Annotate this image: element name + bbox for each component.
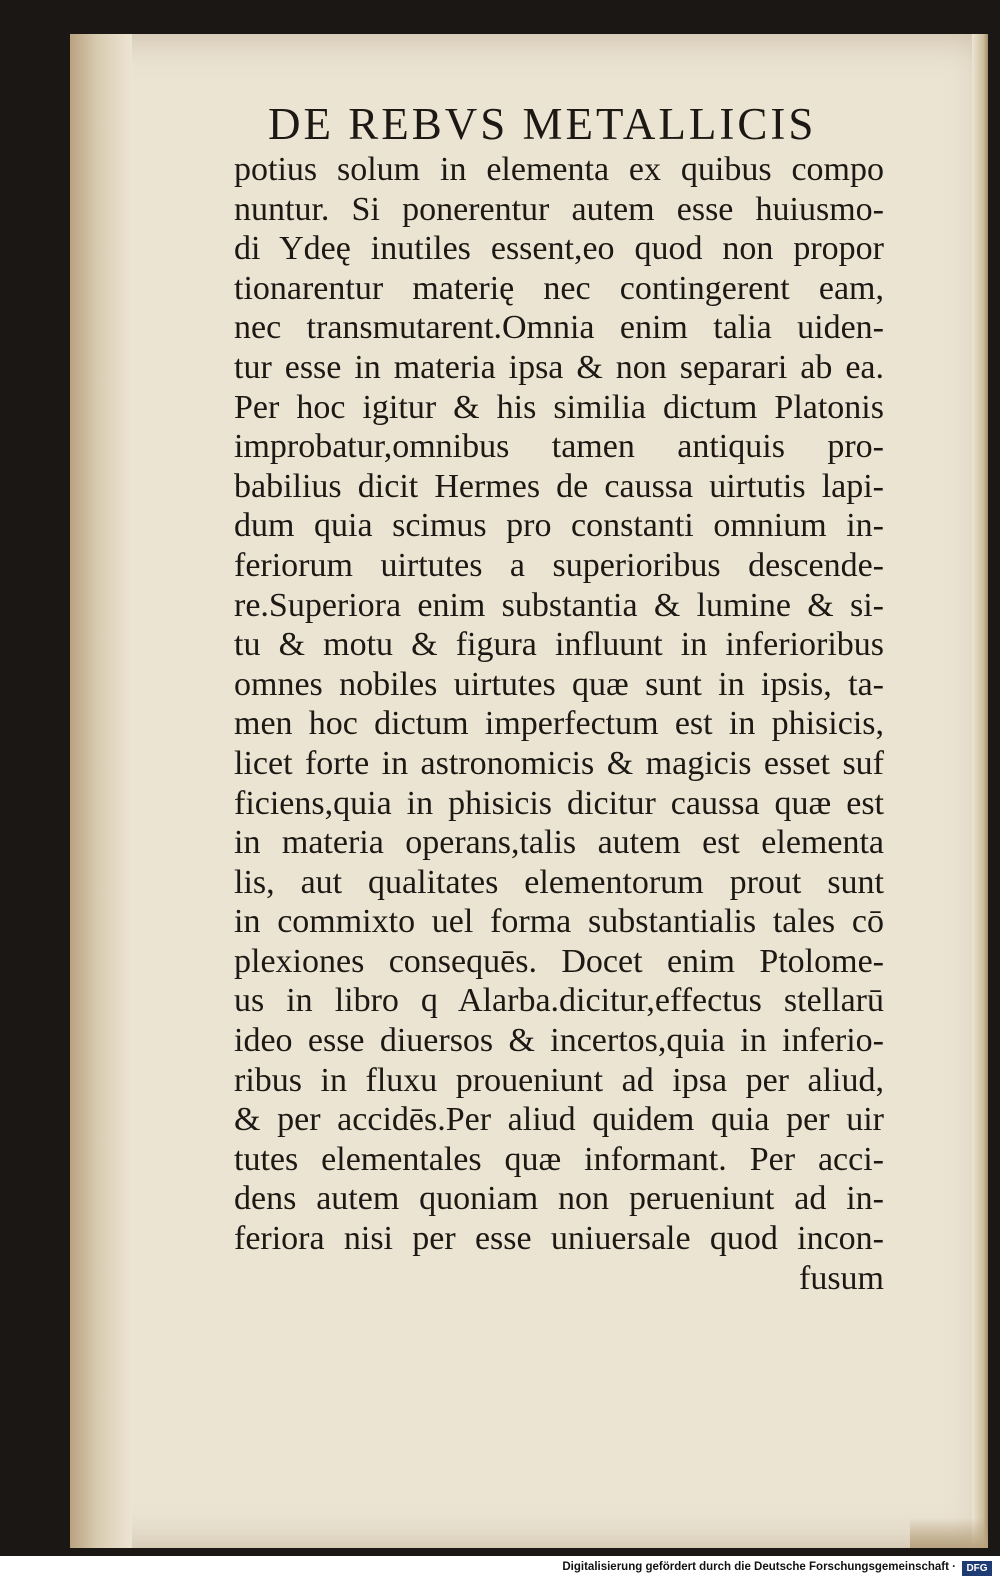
text-line: nec transmutarent.Omnia enim talia uiden-	[234, 309, 884, 347]
text-line: babilius dicit Hermes de caussa uirtutis lapi-	[234, 467, 884, 505]
text-line: tutes elementales quæ informant. Per acci-	[234, 1140, 884, 1178]
text-line: in commixto uel forma substantialis tales cō	[234, 903, 884, 941]
text-line: improbatur,omnibus tamen antiquis pro-	[234, 428, 884, 466]
text-line: feriorum uirtutes a superioribus descende-	[234, 546, 884, 584]
text-line: feriora nisi per esse uniuersale quod incon-	[234, 1220, 884, 1258]
text-line: ribus in fluxu proueniunt ad ipsa per aliud,	[234, 1061, 884, 1099]
running-head: DE REBVS METALLICIS	[268, 99, 817, 149]
text-line: us in libro q Alarba.dicitur,effectus stellarū	[234, 982, 884, 1020]
digitization-footer	[0, 1556, 1000, 1583]
text-line: & per accidēs.Per aliud quidem quia per uir	[234, 1101, 884, 1139]
text-line: re.Superiora enim substantia & lumine & si-	[234, 586, 884, 624]
text-line: Per hoc igitur & his similia dictum Platonis	[234, 388, 884, 426]
text-line: plexiones consequēs. Docet enim Ptolome-	[234, 942, 884, 980]
text-line: licet forte in astronomicis & magicis esset suf	[234, 744, 884, 782]
page-gutter-shadow	[70, 34, 132, 1548]
text-line: ficiens,quia in phisicis dicitur caussa quæ est	[234, 784, 884, 822]
dfg-logo-icon: DFG	[962, 1561, 992, 1576]
text-line: tur esse in materia ipsa & non separari ab ea.	[234, 348, 884, 386]
page-corner-wear	[910, 1518, 988, 1548]
text-line: ideo esse diuersos & incertos,quia in inferio-	[234, 1022, 884, 1060]
page-edge	[972, 34, 988, 1548]
text-line: dens autem quoniam non perueniunt ad in-	[234, 1180, 884, 1218]
text-line: in materia operans,talis autem est elementa	[234, 824, 884, 862]
funding-credit: Digitalisierung gefördert durch die Deutsche Forschungsgemeinschaft ·	[562, 1561, 956, 1573]
catchword: fusum	[799, 1259, 884, 1297]
text-line: nuntur. Si ponerentur autem esse huiusmo-	[234, 190, 884, 228]
text-line: tu & motu & figura influunt in inferioribus	[234, 626, 884, 664]
text-line: omnes nobiles uirtutes quæ sunt in ipsis, ta-	[234, 665, 884, 703]
body-text	[234, 150, 884, 1298]
text-line: potius solum in elementa ex quibus compo	[234, 151, 884, 188]
text-line: lis, aut qualitates elementorum prout sunt	[234, 863, 884, 901]
text-line: dum quia scimus pro constanti omnium in-	[234, 507, 884, 545]
text-line: men hoc dictum imperfectum est in phisicis,	[234, 705, 884, 743]
text-line: di Ydeę inutiles essent,eo quod non propor	[234, 230, 884, 268]
text-line: tionarentur materię nec contingerent eam,	[234, 269, 884, 307]
